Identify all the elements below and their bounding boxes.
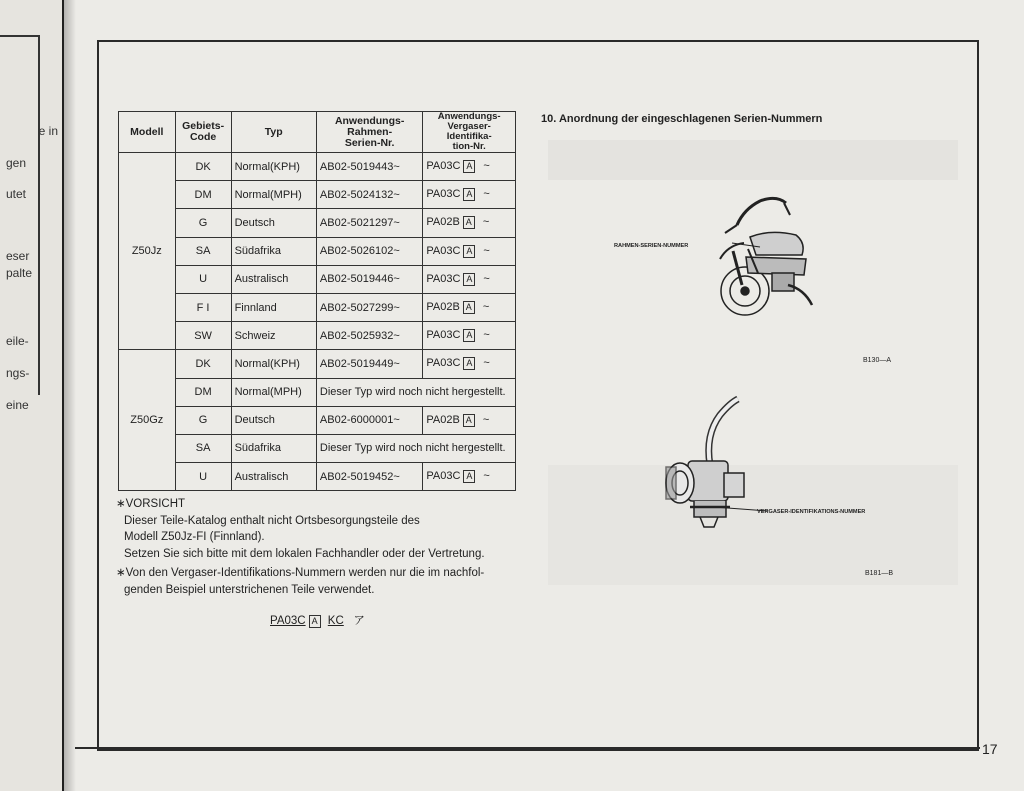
frame-serial-cell: AB02-5026102~ xyxy=(316,237,422,265)
frame-serial-cell: AB02-5021297~ xyxy=(316,209,422,237)
header-gebiets-code: Gebiets- Code xyxy=(175,112,231,153)
table-row xyxy=(119,181,516,209)
carb-box-letter: A xyxy=(463,301,475,314)
notes-block xyxy=(116,496,520,599)
type-cell: Australisch xyxy=(231,463,316,491)
frame-serial-cell: AB02-5024132~ xyxy=(316,181,422,209)
table-row xyxy=(119,378,516,406)
header-vergaser-id-nr: Anwendungs- Vergaser- Identifika- tion-Nr. xyxy=(423,112,516,153)
carb-code: PA03C xyxy=(426,357,461,370)
vorsicht-line: Dieser Teile-Katalog enthalt nicht Ortsbesorgungsteile des xyxy=(124,514,420,527)
carb-id-cell xyxy=(423,322,516,350)
vorsicht-title: ∗VORSICHT xyxy=(116,498,186,510)
carb-note-line: genden Beispiel unterstrichenen Teile verwendet. xyxy=(124,583,375,596)
header-typ: Typ xyxy=(231,112,316,153)
facing-page-edge xyxy=(0,0,64,791)
page-gutter-shadow xyxy=(62,0,76,791)
carb-id-cell xyxy=(423,153,516,181)
not-produced-note: Dieser Typ wird noch nicht hergestellt. xyxy=(316,434,515,462)
page-number: 17 xyxy=(982,741,998,757)
carb-box-letter: A xyxy=(463,273,475,286)
carb-box-letter: A xyxy=(463,188,475,201)
table-row xyxy=(119,406,516,434)
frame-serial-cell: AB02-5019446~ xyxy=(316,265,422,293)
model-cell: Z50Jz xyxy=(119,153,176,350)
table-row xyxy=(119,265,516,293)
area-code-cell: G xyxy=(175,406,231,434)
frame-serial-cell: AB02-5025932~ xyxy=(316,322,422,350)
header-rahmen-serien-nr: Anwendungs- Rahmen- Serien-Nr. xyxy=(316,112,422,153)
range-tilde: ~ xyxy=(482,216,490,229)
frame-serial-cell: AB02-5019452~ xyxy=(316,463,422,491)
type-cell: Normal(KPH) xyxy=(231,153,316,181)
carb-box-letter: A xyxy=(463,357,475,370)
area-code-cell: SW xyxy=(175,322,231,350)
carb-code: PA02B xyxy=(426,301,460,314)
left-fragment: utet xyxy=(6,187,27,201)
figure-ref-frame: B130—A xyxy=(863,357,892,364)
carb-code: PA03C xyxy=(426,188,461,201)
table-row xyxy=(119,209,516,237)
area-code-cell: U xyxy=(175,265,231,293)
type-cell: Finnland xyxy=(231,293,316,321)
carb-code: PA03C xyxy=(426,244,461,257)
type-cell: Australisch xyxy=(231,265,316,293)
carb-code: PA03C xyxy=(426,470,461,483)
carb-code: PA03C xyxy=(426,329,461,342)
example-box: A xyxy=(309,615,321,628)
frame-serial-cell: AB02-6000001~ xyxy=(316,406,422,434)
type-cell: Deutsch xyxy=(231,209,316,237)
left-fragment: eine xyxy=(6,398,29,412)
carb-box-letter: A xyxy=(463,414,475,427)
left-fragment: eser xyxy=(6,249,30,263)
carb-code: PA03C xyxy=(426,272,461,285)
table-body xyxy=(119,153,516,491)
carb-id-cell xyxy=(423,209,516,237)
left-fragment: gen xyxy=(6,156,27,170)
range-tilde: ~ xyxy=(483,470,490,483)
carb-code: PA02B xyxy=(426,216,460,229)
range-tilde: ~ xyxy=(483,188,490,201)
frame-serial-cell: AB02-5019449~ xyxy=(316,350,422,378)
range-tilde: ~ xyxy=(483,272,490,285)
table-row xyxy=(119,237,516,265)
range-tilde: ~ xyxy=(483,357,490,370)
carb-box-letter: A xyxy=(463,470,475,483)
left-fragment: ngs- xyxy=(6,366,30,380)
table-row xyxy=(119,322,516,350)
carb-code: PA03C xyxy=(426,160,461,173)
type-cell: Normal(MPH) xyxy=(231,378,316,406)
bottom-rule xyxy=(75,747,980,749)
carb-code: PA02B xyxy=(426,413,460,426)
type-cell: Schweiz xyxy=(231,322,316,350)
range-tilde: ~ xyxy=(483,329,490,342)
left-fragment: eile- xyxy=(6,334,29,348)
vorsicht-line: Modell Z50Jz-FI (Finnland). xyxy=(124,531,265,544)
range-tilde: ~ xyxy=(483,244,490,257)
frame-serial-cell: AB02-5019443~ xyxy=(316,153,422,181)
carburetor-illustration xyxy=(650,395,770,535)
carb-box-letter: A xyxy=(463,245,475,258)
not-produced-note: Dieser Typ wird noch nicht hergestellt. xyxy=(316,378,515,406)
carb-id-cell xyxy=(423,406,516,434)
table-row xyxy=(119,463,516,491)
left-fragment: e in xyxy=(38,124,58,138)
carb-id-cell xyxy=(423,463,516,491)
section-heading: 10. Anordnung der eingeschlagenen Serien-Nummern xyxy=(541,113,823,125)
carb-id-label: VERGASER-IDENTIFIKATIONS-NUMMER xyxy=(757,509,866,515)
left-fragment: palte xyxy=(6,266,33,280)
carb-id-example xyxy=(270,612,365,628)
facing-page-frame-top xyxy=(0,35,40,37)
type-cell: Südafrika xyxy=(231,237,316,265)
type-cell: Normal(KPH) xyxy=(231,350,316,378)
vorsicht-line: Setzen Sie sich bitte mit dem lokalen Fachhandler oder der Vertretung. xyxy=(124,547,485,560)
table-row xyxy=(119,434,516,462)
figure-ref-carb: B181—B xyxy=(865,570,894,577)
example-katakana: ア xyxy=(353,615,365,627)
area-code-cell: DM xyxy=(175,181,231,209)
table-header-row xyxy=(119,112,516,153)
carb-id-cell xyxy=(423,181,516,209)
carb-id-cell xyxy=(423,293,516,321)
range-tilde: ~ xyxy=(483,160,490,173)
header-modell: Modell xyxy=(119,112,176,153)
table-row xyxy=(119,293,516,321)
area-code-cell: F I xyxy=(175,293,231,321)
range-tilde: ~ xyxy=(482,301,490,314)
area-code-cell: SA xyxy=(175,434,231,462)
carb-box-letter: A xyxy=(463,216,475,229)
area-code-cell: SA xyxy=(175,237,231,265)
area-code-cell: G xyxy=(175,209,231,237)
serial-number-table xyxy=(118,111,516,491)
area-code-cell: DK xyxy=(175,350,231,378)
example-suffix: KC xyxy=(327,615,344,627)
show-through-area xyxy=(548,140,958,180)
area-code-cell: DM xyxy=(175,378,231,406)
model-cell: Z50Gz xyxy=(119,350,176,491)
carb-id-cell xyxy=(423,265,516,293)
table-row xyxy=(119,350,516,378)
type-cell: Südafrika xyxy=(231,434,316,462)
area-code-cell: U xyxy=(175,463,231,491)
motorcycle-illustration xyxy=(600,185,820,335)
carb-note-line: ∗Von den Vergaser-Identifikations-Nummern werden nur die im nachfol- xyxy=(116,567,485,580)
frame-serial-cell: AB02-5027299~ xyxy=(316,293,422,321)
area-code-cell: DK xyxy=(175,153,231,181)
type-cell: Normal(MPH) xyxy=(231,181,316,209)
carb-box-letter: A xyxy=(463,329,475,342)
range-tilde: ~ xyxy=(482,413,490,426)
frame-serial-label: RAHMEN-SERIEN-NUMMER xyxy=(614,243,689,249)
carb-id-cell xyxy=(423,237,516,265)
example-code: PA03C xyxy=(270,615,306,627)
carb-box-letter: A xyxy=(463,160,475,173)
carb-id-cell xyxy=(423,350,516,378)
table-row xyxy=(119,153,516,181)
type-cell: Deutsch xyxy=(231,406,316,434)
